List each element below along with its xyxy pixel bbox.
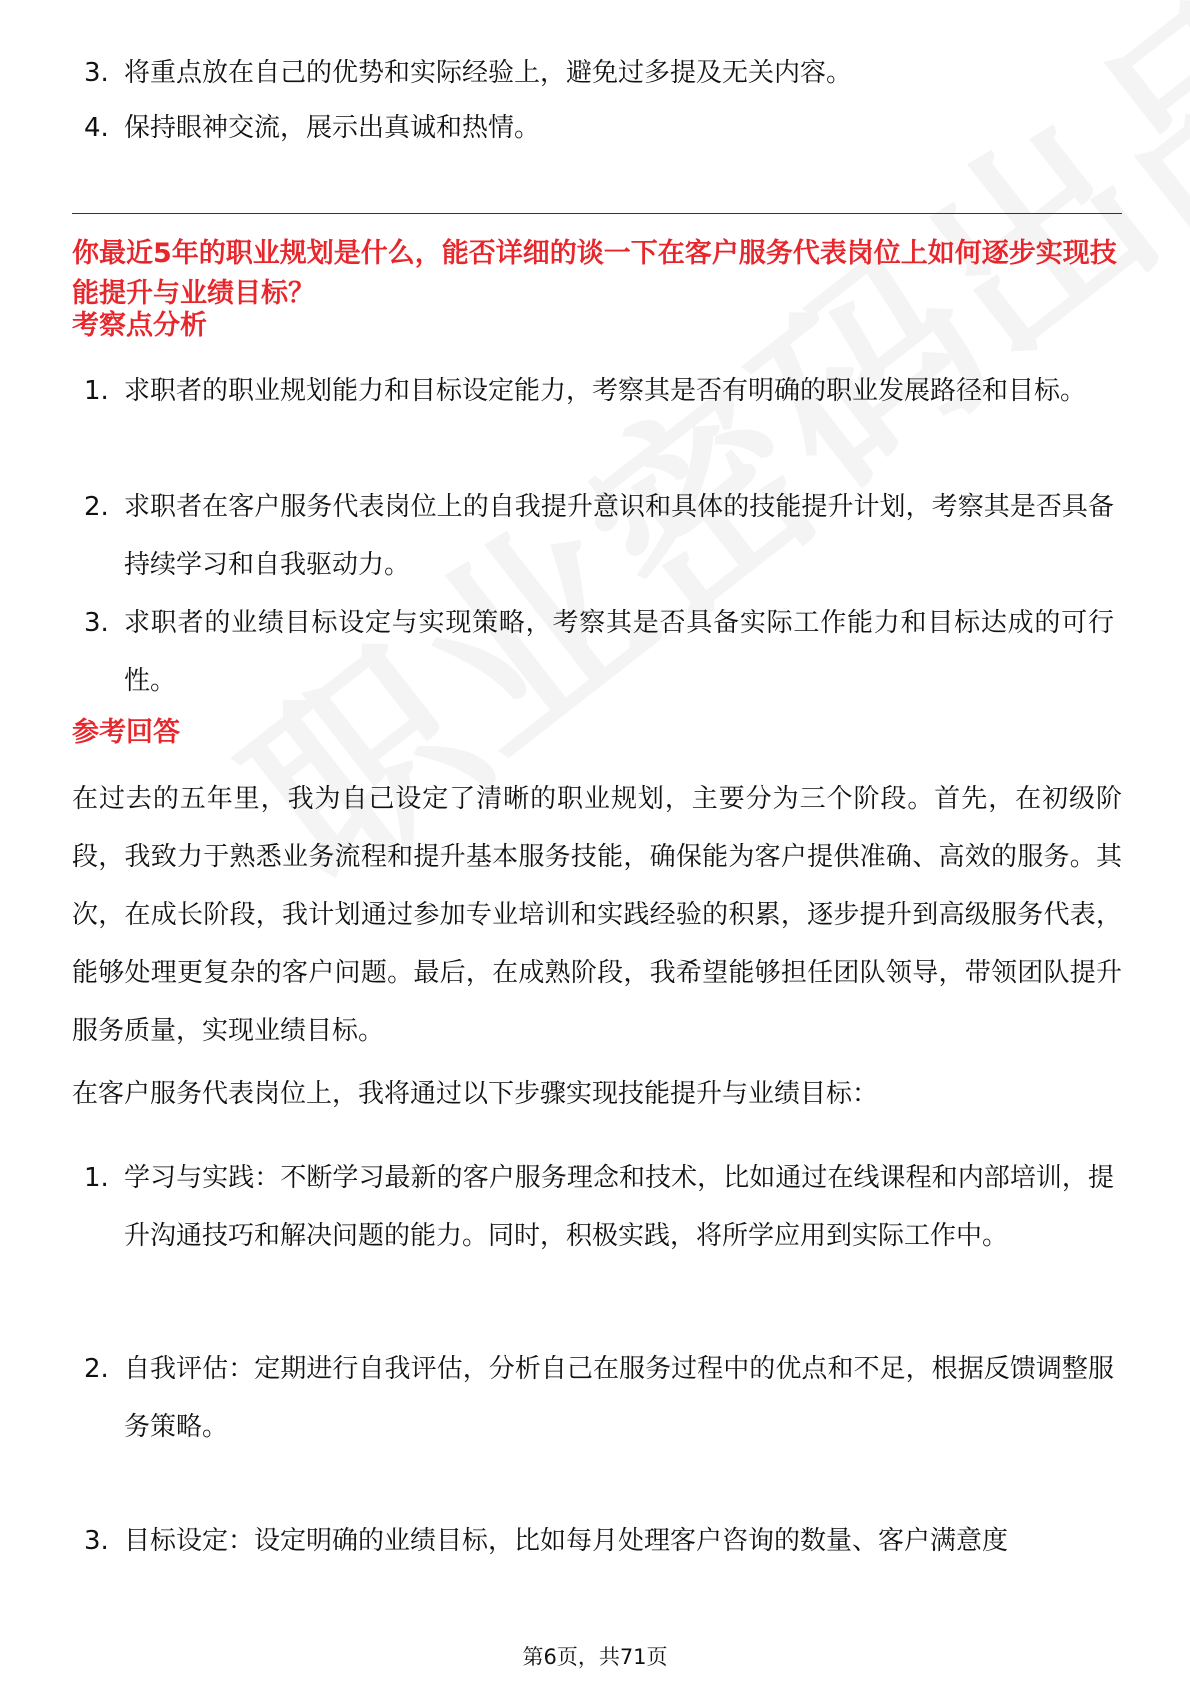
list-item-number: 3. <box>84 1526 109 1556</box>
list-item-number: 1. <box>84 376 109 406</box>
list-item-text: 求职者的业绩目标设定与实现策略，考察其是否具备实际工作能力和目标达成的可行性。 <box>124 608 1114 696</box>
list-item-number: 2. <box>84 1354 109 1384</box>
list-item-number: 4. <box>84 113 109 143</box>
list-item-number: 1. <box>84 1163 109 1193</box>
list-item-text: 保持眼神交流，展示出真诚和热情。 <box>124 113 541 143</box>
question-title: 你最近5年的职业规划是什么，能否详细的谈一下在客户服务代表岗位上如何逐步实现技能提升与业绩目标？ <box>72 238 1117 309</box>
page-footer: 第6页，共71页 <box>522 1645 668 1669</box>
analysis-heading: 考察点分析 <box>72 310 207 341</box>
list-item-number: 3. <box>84 608 109 638</box>
section-divider <box>72 213 1122 214</box>
answer-paragraph: 在过去的五年里，我为自己设定了清晰的职业规划，主要分为三个阶段。首先，在初级阶段，我致力于熟悉业务流程和提升基本服务技能，确保能为客户提供准确、高效的服务。其次，在成长阶段，我计划通过参加专业培训和实践经验的积累，逐步提升到高级服务代表，能够处理更复杂的客户问题。最后，在成熟阶段，我希望能够担任团队领导，带领团队提升服务质量，实现业绩目标。 <box>72 784 1122 1046</box>
list-item-text: 求职者在客户服务代表岗位上的自我提升意识和具体的技能提升计划，考察其是否具备持续学习和自我驱动力。 <box>124 492 1114 580</box>
answer-paragraph: 在客户服务代表岗位上，我将通过以下步骤实现技能提升与业绩目标： <box>72 1079 879 1109</box>
list-item-text: 求职者的职业规划能力和目标设定能力，考察其是否有明确的职业发展路径和目标。 <box>124 376 1087 406</box>
answer-heading: 参考回答 <box>72 717 180 748</box>
list-item-number: 3. <box>84 58 109 88</box>
list-item-number: 2. <box>84 492 109 522</box>
list-item-text: 目标设定：设定明确的业绩目标，比如每月处理客户咨询的数量、客户满意度 <box>124 1526 1009 1556</box>
list-item-text: 学习与实践：不断学习最新的客户服务理念和技术，比如通过在线课程和内部培训，提升沟通技巧和解决问题的能力。同时，积极实践，将所学应用到实际工作中。 <box>124 1163 1114 1251</box>
list-item-text: 将重点放在自己的优势和实际经验上，避免过多提及无关内容。 <box>124 58 853 88</box>
list-item-text: 自我评估：定期进行自我评估，分析自己在服务过程中的优点和不足，根据反馈调整服务策略。 <box>124 1354 1114 1442</box>
